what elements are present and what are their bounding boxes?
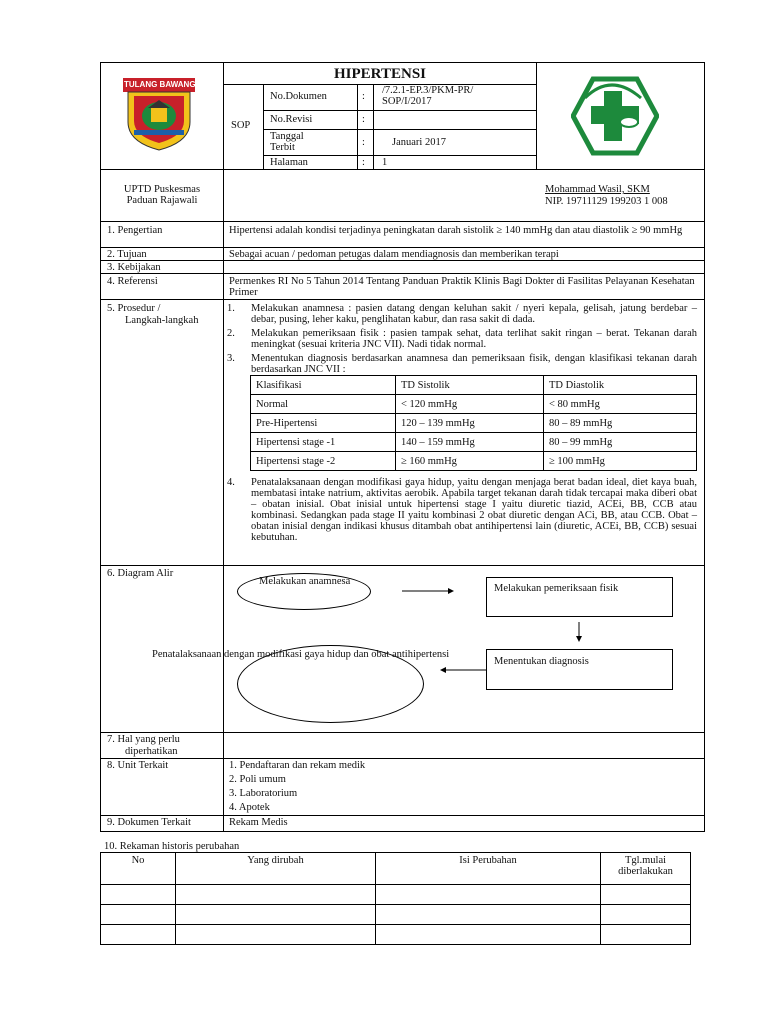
table-cell <box>376 905 601 925</box>
document-title: HIPERTENSI <box>334 66 426 82</box>
table-cell: 120 – 139 mmHg <box>396 414 544 433</box>
meta-label-tanggal-terbit: Tanggal Terbit <box>270 131 304 153</box>
meta-label-no-revisi: No.Revisi <box>270 114 313 125</box>
section-label-hal: 7. Hal yang perlu <box>107 734 180 745</box>
table-cell: 80 – 89 mmHg <box>544 414 697 433</box>
section-text-referensi: Permenkes RI No 5 Tahun 2014 Tentang Panduan Praktik Klinis Bagi Dokter di Fasilitas Pelayanan Kesehatan Primer <box>229 276 695 298</box>
flow-text-diagnosis: Menentukan diagnosis <box>494 656 589 667</box>
signer-name: Mohammad Wasil, SKM <box>545 184 650 195</box>
puskesmas-logo <box>571 76 659 156</box>
meta-value-halaman: 1 <box>382 157 388 168</box>
table-cell <box>601 885 691 905</box>
section-text-pengertian: Hipertensi adalah kondisi terjadinya peningkatan darah sistolik ≥ 140 mmHg dan atau diastolik ≥ 90 mmHg <box>229 225 683 236</box>
table-cell <box>376 925 601 945</box>
table-header-cell: Isi Perubahan <box>376 853 601 885</box>
flow-arrow-down <box>574 622 584 642</box>
table-row <box>101 905 691 925</box>
signer-nip: NIP. 19711129 199203 1 008 <box>545 196 668 207</box>
table-header-cell: TD Diastolik <box>544 376 697 395</box>
step-text: Menentukan diagnosis berdasarkan anamnesa dan pemeriksaan fisik, dengan klasifikasi tekanan darah berdasarkan JNC VII : <box>251 353 697 375</box>
meta-sep: : <box>362 157 365 168</box>
unit-item: 4. Apotek <box>229 802 270 813</box>
section-label-kebijakan: 3. Kebijakan <box>107 262 161 273</box>
logo-banner-text: TULANG BAWANG <box>124 80 196 89</box>
meta-label-no-dokumen: No.Dokumen <box>270 91 327 102</box>
section-label-tujuan: 2. Tujuan <box>107 249 147 260</box>
section-label-diagram: 6. Diagram Alir <box>107 568 174 579</box>
section-label-diperhatikan: diperhatikan <box>125 746 178 757</box>
meta-sep: : <box>362 91 365 102</box>
flow-arrow-left <box>440 665 486 675</box>
table-cell <box>101 925 176 945</box>
flow-text-pemeriksaan: Melakukan pemeriksaan fisik <box>494 583 619 594</box>
section-label-dokumen: 9. Dokumen Terkait <box>107 817 191 828</box>
flow-arrow-right <box>402 586 454 596</box>
rekaman-table <box>100 852 691 945</box>
table-header-cell: Klasifikasi <box>251 376 396 395</box>
table-header-row <box>251 376 697 395</box>
table-header-cell: No <box>101 853 176 885</box>
section-label-unit: 8. Unit Terkait <box>107 760 169 771</box>
org-name: UPTD Puskesmas Paduan Rajawali <box>123 184 201 206</box>
classification-table <box>250 375 697 471</box>
table-header-cell: Yang dirubah <box>176 853 376 885</box>
table-row <box>251 414 697 433</box>
table-cell: Hipertensi stage -1 <box>251 433 396 452</box>
section-text-dokumen: Rekam Medis <box>229 817 288 828</box>
table-header-row <box>101 853 691 885</box>
table-cell: Normal <box>251 395 396 414</box>
table-header-cell: TD Sistolik <box>396 376 544 395</box>
unit-item: 3. Laboratorium <box>229 788 298 799</box>
table-row <box>101 925 691 945</box>
table-cell <box>601 925 691 945</box>
step-number: 1. <box>227 303 235 314</box>
table-cell: ≥ 100 mmHg <box>544 452 697 471</box>
table-cell <box>376 885 601 905</box>
table-cell: 80 – 99 mmHg <box>544 433 697 452</box>
table-row <box>251 433 697 452</box>
table-cell: Pre-Hipertensi <box>251 414 396 433</box>
table-row <box>101 885 691 905</box>
unit-item: 2. Poli umum <box>229 774 286 785</box>
table-header-cell: Tgl.mulai diberlakukan <box>601 853 691 885</box>
section-text-tujuan: Sebagai acuan / pedoman petugas dalam mendiagnosis dan memberikan terapi <box>229 249 559 260</box>
table-cell <box>101 885 176 905</box>
section-label-referensi: 4. Referensi <box>107 276 158 287</box>
table-cell: ≥ 160 mmHg <box>396 452 544 471</box>
step-text: Melakukan pemeriksaan fisik : pasien tampak sehat, data terlihat sakit ringan – berat. Tekanan darah meningkat (sesuai kriteria JNC VII). Nadi tidak normal. <box>251 328 697 350</box>
meta-value-tanggal-terbit: Januari 2017 <box>392 137 446 148</box>
meta-sep: : <box>362 114 365 125</box>
section-label-pengertian: 1. Pengertian <box>107 225 163 236</box>
table-cell <box>601 905 691 925</box>
table-row <box>251 452 697 471</box>
table-cell: < 120 mmHg <box>396 395 544 414</box>
flow-text-penatalaksanaan: Penatalaksanaan dengan modifikasi gaya hidup dan obat antihipertensi <box>152 649 450 660</box>
meta-sep: : <box>362 137 365 148</box>
step-text: Penatalaksanaan dengan modifikasi gaya hidup, yaitu dengan menjaga berat badan ideal, diet kaya buah, membatasi intake natrium, aktivitas aerobik. Apabila target tekanan darah tidak tercapai maka diberi obat – obatan inisial. Obat inisial untuk hipertensi stage I yaitu diuretic tiazid, ACEi, BB, CCB atau kombinasi. Sedangkan pada stage II yaitu kombinasi 2 obat diuretic dengan ACi, BB, atau CCB. Obat – obatan inisial dengan indikasi khusus ditambah obat antihipertensi lain (diuretic, ACEi, BB, CCB) sesuai kebutuhan. <box>251 477 697 543</box>
table-cell: < 80 mmHg <box>544 395 697 414</box>
section-label-langkah: Langkah-langkah <box>125 315 199 326</box>
regency-logo <box>120 72 198 152</box>
unit-item: 1. Pendaftaran dan rekam medik <box>229 760 366 771</box>
meta-label-halaman: Halaman <box>270 157 308 168</box>
table-cell <box>176 925 376 945</box>
sop-label: SOP <box>231 120 251 131</box>
flow-text-anamnesa: Melakukan anamnesa <box>259 576 351 587</box>
table-cell <box>176 885 376 905</box>
table-cell: 140 – 159 mmHg <box>396 433 544 452</box>
table-cell <box>101 905 176 925</box>
section-label-prosedur: 5. Prosedur / <box>107 303 161 314</box>
step-number: 3. <box>227 353 235 364</box>
meta-value-no-dokumen: /7.2.1-EP.3/PKM-PR/ SOP/I/2017 <box>382 85 474 107</box>
table-row <box>251 395 697 414</box>
table-cell: Hipertensi stage -2 <box>251 452 396 471</box>
step-number: 2. <box>227 328 235 339</box>
rekaman-title: 10. Rekaman historis perubahan <box>104 841 240 852</box>
step-text: Melakukan anamnesa : pasien datang dengan keluhan sakit / nyeri kepala, gelisah, jatung berdebar – debar, pusing, leher kaku, penglihatan kabur, dan rasa sakit di dada. <box>251 303 697 325</box>
table-cell <box>176 905 376 925</box>
step-number: 4. <box>227 477 235 488</box>
